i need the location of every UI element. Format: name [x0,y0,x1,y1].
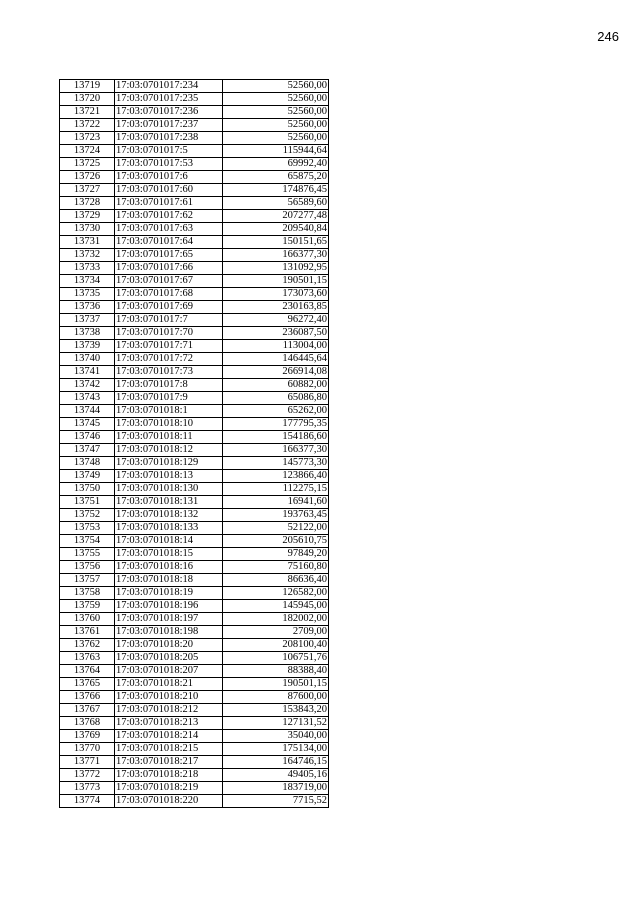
row-number-cell: 13723 [60,132,115,145]
table-row [60,730,329,743]
cadastral-number-cell: 17:03:0701018:21 [115,678,223,691]
cadastral-number-cell: 17:03:0701018:10 [115,418,223,431]
cadastral-value-cell: 52122,00 [223,522,329,535]
cadastral-value-cell: 150151,65 [223,236,329,249]
cadastral-number-cell: 17:03:0701017:69 [115,301,223,314]
cadastral-value-cell: 190501,15 [223,678,329,691]
row-number-cell: 13721 [60,106,115,119]
cadastral-number-cell: 17:03:0701018:205 [115,652,223,665]
cadastral-number-cell: 17:03:0701018:12 [115,444,223,457]
row-number-cell: 13751 [60,496,115,509]
cadastral-number-cell: 17:03:0701017:66 [115,262,223,275]
cadastral-value-cell: 131092,95 [223,262,329,275]
row-number-cell: 13726 [60,171,115,184]
row-number-cell: 13763 [60,652,115,665]
cadastral-value-cell: 86636,40 [223,574,329,587]
table-row [60,665,329,678]
cadastral-value-cell: 2709,00 [223,626,329,639]
cadastral-value-cell: 49405,16 [223,769,329,782]
cadastral-value-cell: 52560,00 [223,80,329,93]
cadastral-number-cell: 17:03:0701018:18 [115,574,223,587]
cadastral-number-cell: 17:03:0701017:7 [115,314,223,327]
cadastral-value-cell: 113004,00 [223,340,329,353]
table-row [60,184,329,197]
row-number-cell: 13724 [60,145,115,158]
table-row [60,496,329,509]
cadastral-number-cell: 17:03:0701018:213 [115,717,223,730]
row-number-cell: 13742 [60,379,115,392]
cadastral-value-cell: 193763,45 [223,509,329,522]
table-row [60,418,329,431]
cadastral-number-cell: 17:03:0701018:16 [115,561,223,574]
row-number-cell: 13740 [60,353,115,366]
cadastral-number-cell: 17:03:0701017:72 [115,353,223,366]
cadastral-value-cell: 166377,30 [223,444,329,457]
row-number-cell: 13772 [60,769,115,782]
cadastral-number-cell: 17:03:0701017:236 [115,106,223,119]
cadastral-number-cell: 17:03:0701017:64 [115,236,223,249]
row-number-cell: 13750 [60,483,115,496]
cadastral-number-cell: 17:03:0701017:9 [115,392,223,405]
table-row [60,704,329,717]
row-number-cell: 13752 [60,509,115,522]
table-row [60,795,329,808]
row-number-cell: 13773 [60,782,115,795]
table-row [60,678,329,691]
row-number-cell: 13728 [60,197,115,210]
row-number-cell: 13766 [60,691,115,704]
cadastral-number-cell: 17:03:0701017:71 [115,340,223,353]
cadastral-number-cell: 17:03:0701017:6 [115,171,223,184]
table-body [60,80,329,808]
cadastral-value-cell: 52560,00 [223,106,329,119]
cadastral-value-cell: 174876,45 [223,184,329,197]
cadastral-number-cell: 17:03:0701017:237 [115,119,223,132]
cadastral-value-cell: 175134,00 [223,743,329,756]
table-row [60,249,329,262]
table-row [60,691,329,704]
table-row [60,119,329,132]
table-row [60,639,329,652]
cadastral-number-cell: 17:03:0701017:62 [115,210,223,223]
table-row [60,145,329,158]
table-row [60,301,329,314]
cadastral-number-cell: 17:03:0701018:207 [115,665,223,678]
cadastral-number-cell: 17:03:0701018:219 [115,782,223,795]
row-number-cell: 13774 [60,795,115,808]
row-number-cell: 13725 [60,158,115,171]
cadastral-number-cell: 17:03:0701017:235 [115,93,223,106]
cadastral-value-cell: 145773,30 [223,457,329,470]
table-row [60,353,329,366]
row-number-cell: 13765 [60,678,115,691]
table-row [60,548,329,561]
cadastral-number-cell: 17:03:0701018:197 [115,613,223,626]
row-number-cell: 13727 [60,184,115,197]
cadastral-number-cell: 17:03:0701017:63 [115,223,223,236]
cadastral-value-cell: 173073,60 [223,288,329,301]
cadastral-number-cell: 17:03:0701018:130 [115,483,223,496]
row-number-cell: 13760 [60,613,115,626]
row-number-cell: 13737 [60,314,115,327]
cadastral-number-cell: 17:03:0701018:20 [115,639,223,652]
row-number-cell: 13745 [60,418,115,431]
table-row [60,405,329,418]
table-row [60,613,329,626]
table-row [60,236,329,249]
row-number-cell: 13746 [60,431,115,444]
table-row [60,769,329,782]
table-row [60,132,329,145]
cadastral-value-cell: 112275,15 [223,483,329,496]
table-row [60,106,329,119]
cadastral-value-cell: 236087,50 [223,327,329,340]
cadastral-value-cell: 60882,00 [223,379,329,392]
row-number-cell: 13759 [60,600,115,613]
table-row [60,535,329,548]
row-number-cell: 13755 [60,548,115,561]
cadastral-value-cell: 153843,20 [223,704,329,717]
cadastral-value-cell: 96272,40 [223,314,329,327]
cadastral-number-cell: 17:03:0701017:5 [115,145,223,158]
cadastral-value-cell: 166377,30 [223,249,329,262]
table-row [60,483,329,496]
cadastral-value-table [59,79,329,808]
table-row [60,93,329,106]
cadastral-value-cell: 164746,15 [223,756,329,769]
cadastral-number-cell: 17:03:0701017:61 [115,197,223,210]
row-number-cell: 13768 [60,717,115,730]
cadastral-value-cell: 115944,64 [223,145,329,158]
row-number-cell: 13730 [60,223,115,236]
table-row [60,587,329,600]
table-row [60,314,329,327]
table-row [60,522,329,535]
cadastral-value-cell: 7715,52 [223,795,329,808]
table-row [60,717,329,730]
table-row [60,626,329,639]
cadastral-value-cell: 123866,40 [223,470,329,483]
cadastral-number-cell: 17:03:0701018:218 [115,769,223,782]
cadastral-value-cell: 16941,60 [223,496,329,509]
cadastral-number-cell: 17:03:0701018:129 [115,457,223,470]
table-row [60,262,329,275]
row-number-cell: 13731 [60,236,115,249]
cadastral-value-cell: 209540,84 [223,223,329,236]
cadastral-value-cell: 52560,00 [223,132,329,145]
cadastral-value-cell: 88388,40 [223,665,329,678]
cadastral-number-cell: 17:03:0701018:15 [115,548,223,561]
cadastral-value-cell: 127131,52 [223,717,329,730]
cadastral-number-cell: 17:03:0701018:19 [115,587,223,600]
row-number-cell: 13719 [60,80,115,93]
cadastral-value-cell: 266914,08 [223,366,329,379]
row-number-cell: 13754 [60,535,115,548]
cadastral-number-cell: 17:03:0701018:13 [115,470,223,483]
table-row [60,652,329,665]
row-number-cell: 13729 [60,210,115,223]
row-number-cell: 13762 [60,639,115,652]
table-row [60,210,329,223]
cadastral-number-cell: 17:03:0701017:234 [115,80,223,93]
table-row [60,340,329,353]
cadastral-value-cell: 97849,20 [223,548,329,561]
cadastral-value-cell: 65875,20 [223,171,329,184]
row-number-cell: 13767 [60,704,115,717]
cadastral-number-cell: 17:03:0701018:217 [115,756,223,769]
cadastral-value-cell: 146445,64 [223,353,329,366]
row-number-cell: 13764 [60,665,115,678]
cadastral-number-cell: 17:03:0701018:215 [115,743,223,756]
cadastral-number-cell: 17:03:0701017:70 [115,327,223,340]
cadastral-value-cell: 205610,75 [223,535,329,548]
cadastral-number-cell: 17:03:0701018:212 [115,704,223,717]
cadastral-value-cell: 230163,85 [223,301,329,314]
row-number-cell: 13744 [60,405,115,418]
cadastral-number-cell: 17:03:0701018:11 [115,431,223,444]
cadastral-number-cell: 17:03:0701017:53 [115,158,223,171]
cadastral-number-cell: 17:03:0701018:132 [115,509,223,522]
row-number-cell: 13771 [60,756,115,769]
cadastral-number-cell: 17:03:0701017:8 [115,379,223,392]
table-row [60,574,329,587]
page-number: 246 [597,29,619,44]
cadastral-number-cell: 17:03:0701018:14 [115,535,223,548]
cadastral-number-cell: 17:03:0701018:196 [115,600,223,613]
cadastral-number-cell: 17:03:0701018:214 [115,730,223,743]
table-row [60,80,329,93]
table-row [60,275,329,288]
row-number-cell: 13769 [60,730,115,743]
table-row [60,327,329,340]
cadastral-number-cell: 17:03:0701018:133 [115,522,223,535]
row-number-cell: 13756 [60,561,115,574]
cadastral-number-cell: 17:03:0701018:210 [115,691,223,704]
cadastral-value-cell: 87600,00 [223,691,329,704]
cadastral-value-cell: 69992,40 [223,158,329,171]
table-row [60,223,329,236]
row-number-cell: 13741 [60,366,115,379]
row-number-cell: 13732 [60,249,115,262]
cadastral-value-cell: 35040,00 [223,730,329,743]
row-number-cell: 13720 [60,93,115,106]
table-row [60,561,329,574]
cadastral-value-cell: 154186,60 [223,431,329,444]
row-number-cell: 13758 [60,587,115,600]
cadastral-number-cell: 17:03:0701017:68 [115,288,223,301]
row-number-cell: 13761 [60,626,115,639]
table-row [60,158,329,171]
cadastral-value-cell: 106751,76 [223,652,329,665]
table-row [60,288,329,301]
cadastral-number-cell: 17:03:0701017:65 [115,249,223,262]
row-number-cell: 13770 [60,743,115,756]
table-row [60,431,329,444]
table-row [60,379,329,392]
table-row [60,782,329,795]
cadastral-number-cell: 17:03:0701017:67 [115,275,223,288]
table-row [60,457,329,470]
row-number-cell: 13733 [60,262,115,275]
cadastral-value-cell: 56589,60 [223,197,329,210]
table-row [60,444,329,457]
cadastral-value-cell: 52560,00 [223,93,329,106]
cadastral-number-cell: 17:03:0701017:73 [115,366,223,379]
row-number-cell: 13736 [60,301,115,314]
table-row [60,600,329,613]
cadastral-number-cell: 17:03:0701018:131 [115,496,223,509]
row-number-cell: 13757 [60,574,115,587]
row-number-cell: 13738 [60,327,115,340]
table-row [60,392,329,405]
cadastral-value-cell: 182002,00 [223,613,329,626]
cadastral-value-cell: 126582,00 [223,587,329,600]
row-number-cell: 13739 [60,340,115,353]
table-row [60,756,329,769]
row-number-cell: 13722 [60,119,115,132]
cadastral-value-cell: 183719,00 [223,782,329,795]
row-number-cell: 13753 [60,522,115,535]
cadastral-number-cell: 17:03:0701018:198 [115,626,223,639]
table-row [60,743,329,756]
row-number-cell: 13747 [60,444,115,457]
cadastral-number-cell: 17:03:0701017:60 [115,184,223,197]
table-row [60,197,329,210]
cadastral-number-cell: 17:03:0701017:238 [115,132,223,145]
row-number-cell: 13734 [60,275,115,288]
cadastral-value-cell: 52560,00 [223,119,329,132]
cadastral-value-cell: 65086,80 [223,392,329,405]
table-row [60,470,329,483]
row-number-cell: 13748 [60,457,115,470]
table-row [60,509,329,522]
cadastral-value-cell: 177795,35 [223,418,329,431]
cadastral-value-cell: 65262,00 [223,405,329,418]
row-number-cell: 13749 [60,470,115,483]
cadastral-value-cell: 190501,15 [223,275,329,288]
cadastral-number-cell: 17:03:0701018:1 [115,405,223,418]
cadastral-number-cell: 17:03:0701018:220 [115,795,223,808]
row-number-cell: 13743 [60,392,115,405]
cadastral-value-cell: 208100,40 [223,639,329,652]
cadastral-value-cell: 75160,80 [223,561,329,574]
cadastral-value-cell: 207277,48 [223,210,329,223]
table-row [60,366,329,379]
cadastral-value-cell: 145945,00 [223,600,329,613]
row-number-cell: 13735 [60,288,115,301]
table-row [60,171,329,184]
